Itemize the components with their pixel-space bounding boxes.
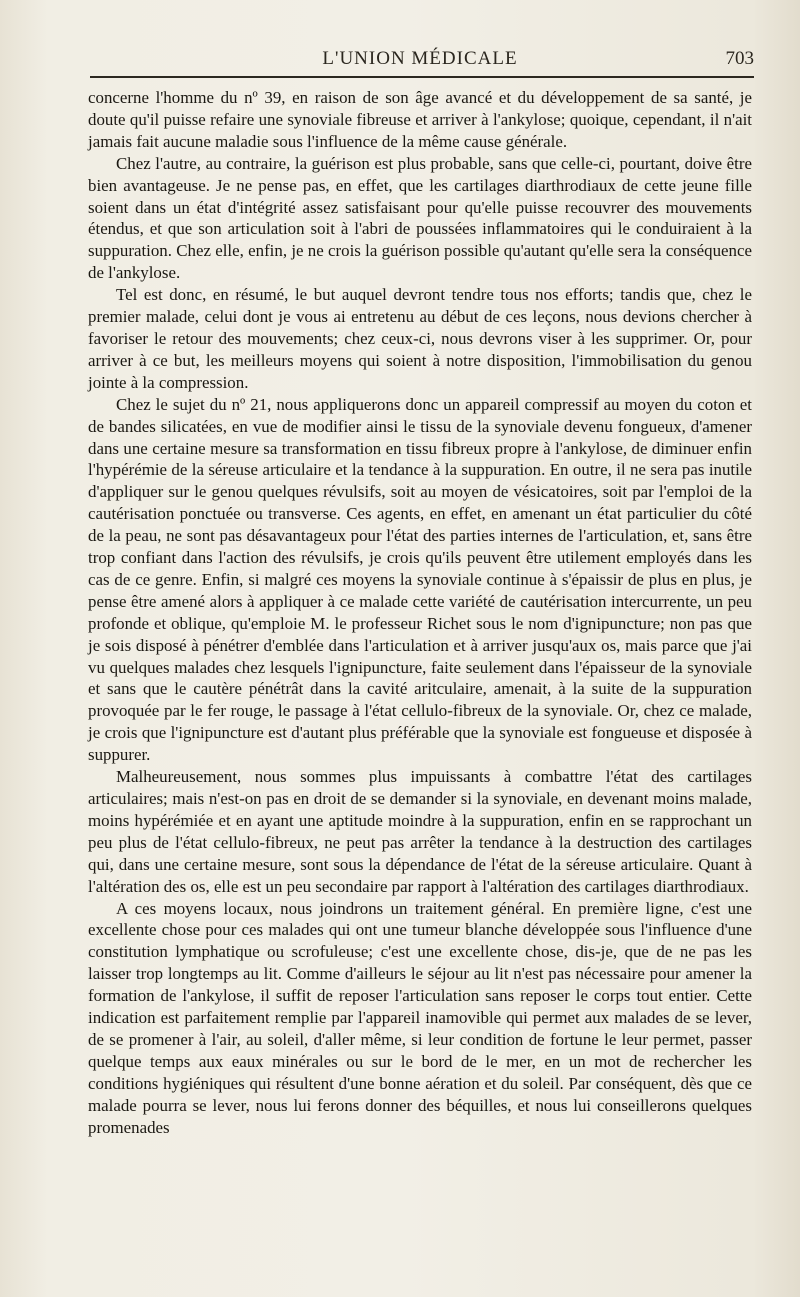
article-body	[88, 87, 752, 1139]
paragraph: A ces moyens locaux, nous joindrons un traitement général. En première ligne, c'est une excellente chose pour ces malades qui ont une tumeur blanche développée sous l'influence d'une constitution lymphatique ou scrofuleuse; c'est une excellente chose, dis-je, que de ne pas les laisser trop longtemps au lit. Comme d'ailleurs le séjour au lit n'est pas nécessaire pour amener la formation de l'ankylose, il suffit de reposer l'articulation sans reposer le corps tout entier. Cette indication est parfaitement remplie par l'appareil inamovible qui permet aux malades de se lever, de se promener à l'air, au soleil, d'aller même, si leur condition de fortune le leur permet, passer quelque temps aux eaux minérales ou sur le bord de le mer, en un mot de rechercher les conditions hygiéniques qui résultent d'une bonne aération et du soleil. Par conséquent, dès que ce malade pourra se lever, nous lui ferons donner des béquilles, et nous lui conseillerons quelques promenades	[88, 898, 752, 1137]
paragraph: Chez l'autre, au contraire, la guérison est plus probable, sans que celle-ci, pourtant, doive être bien avantageuse. Je ne pense pas, en effet, que les cartilages diarthrodiaux de cette jeune fille soient dans un état d'intégrité assez satisfaisant pour qu'elle puisse recouvrer des mouvements étendus, et que son articulation soit à l'abri de poussées inflammatoires qui le conduiraient à la suppuration. Chez elle, enfin, je ne crois la guérison possible qu'autant qu'elle sera la conséquence de l'ankylose.	[88, 153, 752, 283]
paragraph: Chez le sujet du nº 21, nous appliquerons donc un appareil compressif au moyen du coton et de bandes silicatées, en vue de modifier ainsi le tissu de la synoviale devenu fongueux, d'amener dans une certaine mesure sa transformation en tissu fibreux propre à l'ankylose, de diminuer enfin l'hypérémie de la séreuse articulaire et la tendance à la suppuration. En outre, il ne sera pas inutile d'appliquer sur le genou quelques révulsifs, soit au moyen de vésicatoires, soit par l'emploi de la cautérisation ponctuée ou transverse. Ces agents, en effet, en amenant un état particulier du côté de la peau, ne sont pas désavantageux pour l'état des parties internes de l'articulation, et, sans être trop confiant dans l'action des révulsifs, je crois qu'ils peuvent être utilement employés dans les cas de ce genre. Enfin, si malgré ces moyens la synoviale continue à s'épaissir de plus en plus, je pense être amené alors à appliquer à ce malade cette variété de cautérisation intercurrente, un peu profonde et oblique, qu'emploie M. le professeur Richet sous le nom d'ignipuncture; non pas que je sois disposé à pénétrer d'emblée dans l'articulation et à arriver jusqu'aux os, mais parce que j'ai vu quelques malades chez lesquels l'ignipuncture, faite seulement dans l'épaisseur de la synoviale et sans que le cautère pénétrât dans la cavité aritculaire, amenait, à la suite de la suppuration provoquée par le fer rouge, le passage à l'état cellulo-fibreux de la synoviale. Or, chez ce malade, je crois que l'ignipuncture est d'autant plus préférable que la synoviale est fongueuse et disposée à suppurer.	[88, 394, 752, 765]
header-rule	[90, 76, 754, 78]
paragraph: Tel est donc, en résumé, le but auquel devront tendre tous nos efforts; tandis que, chez le premier malade, celui dont je vous ai entretenu au début de ces leçons, nous devions chercher à favoriser le retour des mouvements; chez ceux-ci, nous devrons viser à les supprimer. Or, pour arriver à ce but, les meilleurs moyens qui soient à notre disposition, l'immobilisation du genou jointe à la compression.	[88, 285, 752, 392]
paragraph: Malheureusement, nous sommes plus impuissants à combattre l'état des cartilages articulaires; mais n'est-on pas en droit de se demander si la synoviale, en devenant moins malade, moins hypérémiée et en ayant une aptitude moindre à la suppuration, enfin en se rapprochant un peu plus de l'état cellulo-fibreux, ne peut pas arrêter la tendance à la destruction des cartilages qui, dans une certaine mesure, sont sous la dépendance de l'état de la séreuse articulaire. Quant à l'altération des os, elle est un peu secondaire par rapport à l'altération des cartilages diarthrodiaux.	[88, 767, 752, 896]
page-header	[86, 44, 754, 74]
paragraph-continuation: concerne l'homme du nº 39, en raison de son âge avancé et du développement de sa santé, je doute qu'il puisse refaire une synoviale fibreuse et arriver à l'ankylose; quoique, cependant, il n'ait jamais fait aucune maladie sous l'influence de la même cause générale.	[88, 88, 752, 151]
running-title: L'UNION MÉDICALE	[322, 48, 518, 69]
page-number: 703	[725, 48, 754, 69]
